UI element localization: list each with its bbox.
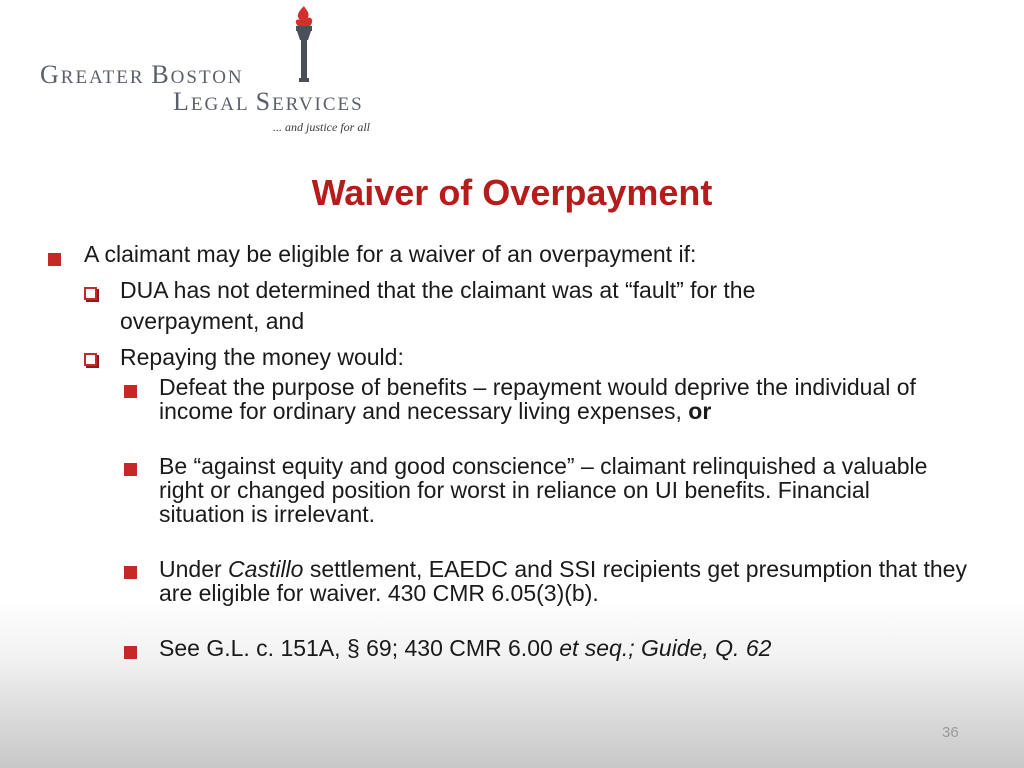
- bullet-square: [124, 385, 137, 398]
- checkbox-bullet: [84, 353, 97, 366]
- bullet-square: [124, 463, 137, 476]
- torch-icon: [284, 4, 324, 84]
- sub2-text: Repaying the money would:: [120, 344, 404, 370]
- bullet-square: [124, 646, 137, 659]
- checkbox-bullet: [84, 287, 97, 300]
- logo-line1: GREATER BOSTON: [40, 60, 244, 89]
- item-see: See G.L. c. 151A, § 69; 430 CMR 6.00 et seq.; Guide, Q. 62: [159, 635, 772, 661]
- gbls-logo: [40, 4, 420, 139]
- item-equity: Be “against equity and good conscience” – claimant relinquished a valuable right or changed position for worst in reliance on UI benefits. Financial situation is irrelevant.: [159, 453, 928, 527]
- slide-number: 36: [942, 724, 959, 741]
- logo-line2: LEGAL SERVICES: [173, 87, 364, 116]
- item-castillo: Under Castillo settlement, EAEDC and SSI recipients get presumption that they are eligible for waiver. 430 CMR 6.05(3)(b).: [159, 556, 967, 606]
- item-defeat: Defeat the purpose of benefits – repayment would deprive the individual of income for ordinary and necessary living expenses, or: [159, 374, 916, 424]
- intro-text: A claimant may be eligible for a waiver of an overpayment if:: [84, 241, 697, 267]
- slide-title: Waiver of Overpayment: [311, 172, 713, 213]
- logo-tagline: ... and justice for all: [273, 120, 370, 134]
- sub1-text: DUA has not determined that the claimant was at “fault” for the overpayment, and: [120, 277, 756, 334]
- bullet-square: [48, 253, 61, 266]
- bullet-square: [124, 566, 137, 579]
